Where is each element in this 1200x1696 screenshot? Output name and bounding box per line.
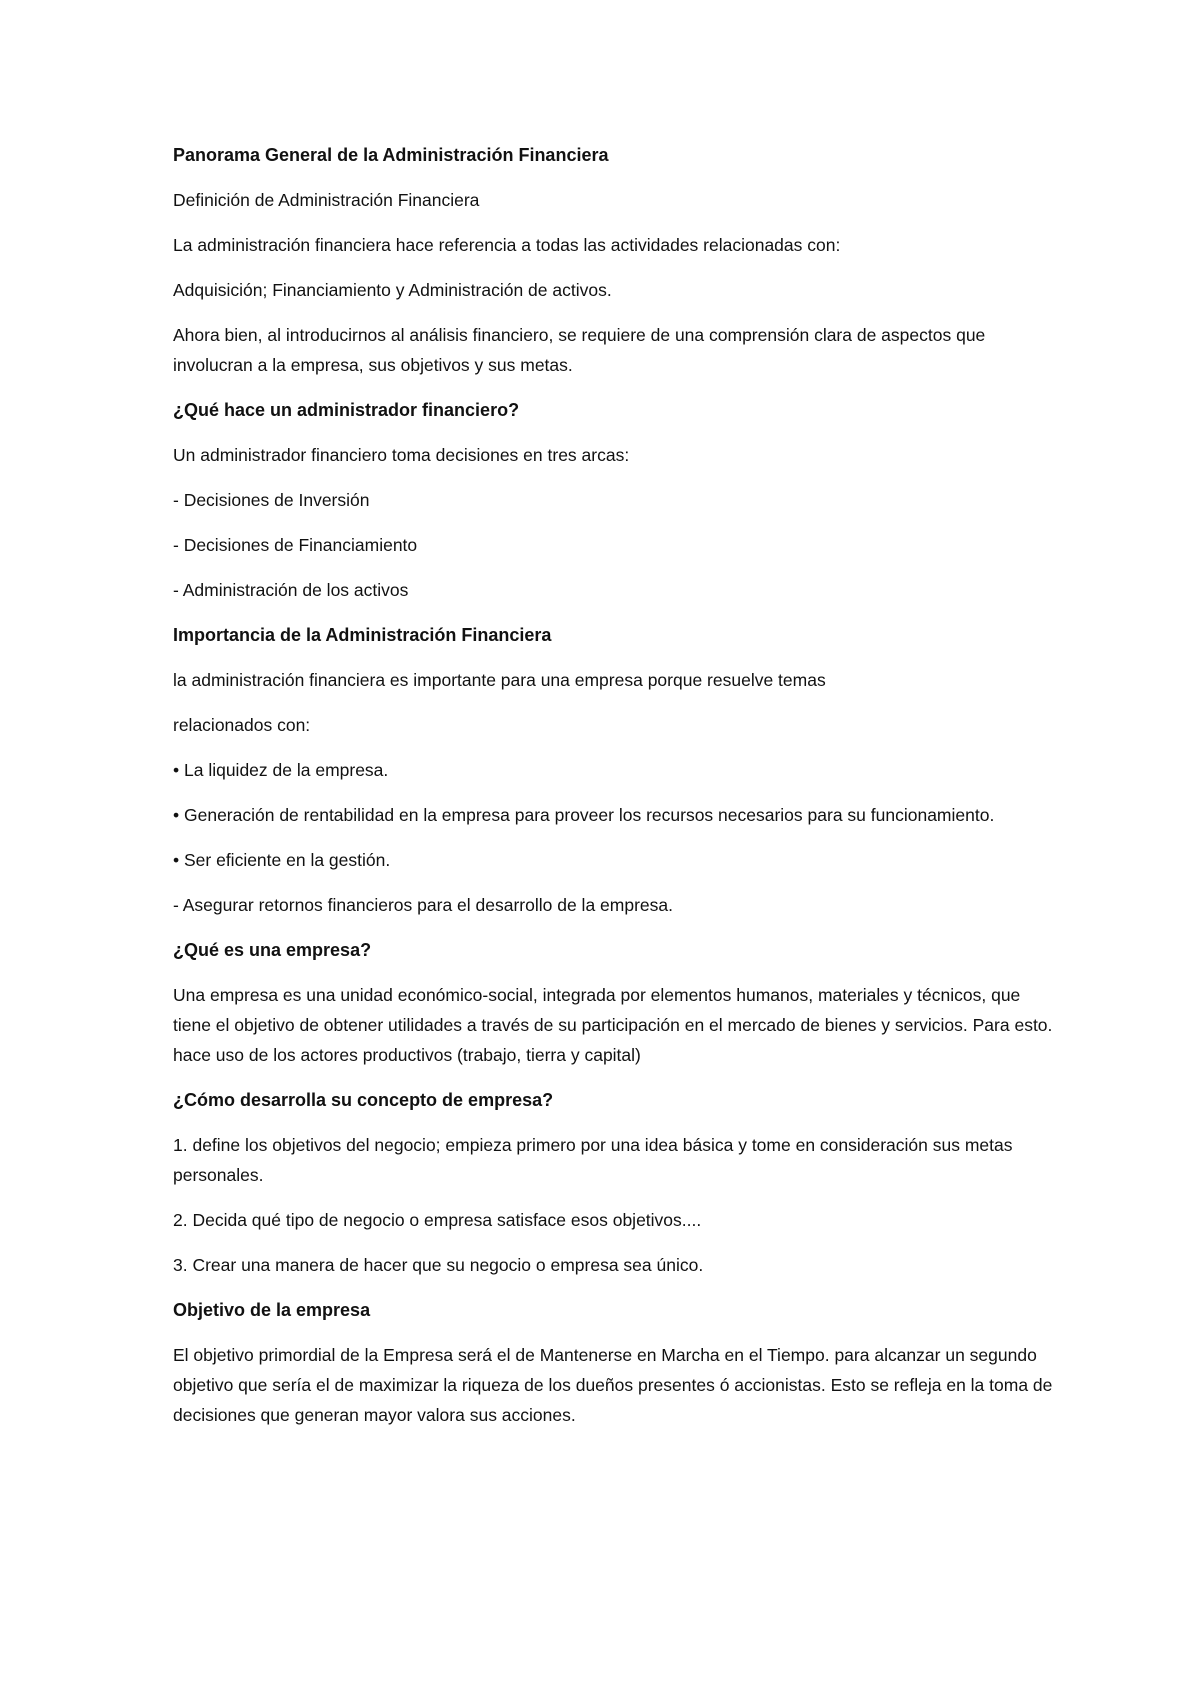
document-body bbox=[173, 140, 1053, 1445]
paragraph: El objetivo primordial de la Empresa será el de Mantenerse en Marcha en el Tiempo. para alcanzar un segundo objetivo que sería el de maximizar la riqueza de los dueños presentes ó accionistas. Esto se refleja en la toma de decisiones que generan mayor valora sus acciones. bbox=[173, 1345, 1053, 1425]
list-item: • Ser eficiente en la gestión. bbox=[173, 850, 391, 870]
list-item: 3. Crear una manera de hacer que su negocio o empresa sea único. bbox=[173, 1255, 704, 1275]
paragraph: La administración financiera hace referencia a todas las actividades relacionadas con: bbox=[173, 235, 841, 255]
list-item: • Generación de rentabilidad en la empresa para proveer los recursos necesarios para su funcionamiento. bbox=[173, 805, 995, 825]
section-heading-objetivo: Objetivo de la empresa bbox=[173, 1300, 371, 1320]
paragraph: Ahora bien, al introducirnos al análisis financiero, se requiere de una comprensión clara de aspectos que involucran a la empresa, sus objetivos y sus metas. bbox=[173, 325, 986, 375]
definition-heading: Definición de Administración Financiera bbox=[173, 190, 480, 210]
section-heading-concepto: ¿Cómo desarrolla su concepto de empresa? bbox=[173, 1090, 554, 1110]
section-heading-administrador: ¿Qué hace un administrador financiero? bbox=[173, 400, 520, 420]
list-item: • La liquidez de la empresa. bbox=[173, 760, 389, 780]
paragraph: la administración financiera es importante para una empresa porque resuelve temas bbox=[173, 670, 826, 690]
list-item: 1. define los objetivos del negocio; empieza primero por una idea básica y tome en consideración sus metas personales. bbox=[173, 1135, 1013, 1185]
paragraph: Adquisición; Financiamiento y Administración de activos. bbox=[173, 280, 612, 300]
document-title: Panorama General de la Administración Financiera bbox=[173, 145, 609, 165]
list-item: 2. Decida qué tipo de negocio o empresa satisface esos objetivos.... bbox=[173, 1210, 702, 1230]
section-heading-empresa: ¿Qué es una empresa? bbox=[173, 940, 372, 960]
list-item: - Decisiones de Inversión bbox=[173, 490, 370, 510]
list-item: - Asegurar retornos financieros para el desarrollo de la empresa. bbox=[173, 895, 673, 915]
list-item: - Administración de los activos bbox=[173, 580, 409, 600]
paragraph: Un administrador financiero toma decisiones en tres arcas: bbox=[173, 445, 630, 465]
paragraph: relacionados con: bbox=[173, 715, 311, 735]
list-item: - Decisiones de Financiamiento bbox=[173, 535, 418, 555]
section-heading-importancia: Importancia de la Administración Financiera bbox=[173, 625, 552, 645]
paragraph: Una empresa es una unidad económico-social, integrada por elementos humanos, materiales y técnicos, que tiene el objetivo de obtener utilidades a través de su participación en el mercado de bienes y servicios. Para esto. hace uso de los actores productivos (trabajo, tierra y capital) bbox=[173, 985, 1053, 1065]
